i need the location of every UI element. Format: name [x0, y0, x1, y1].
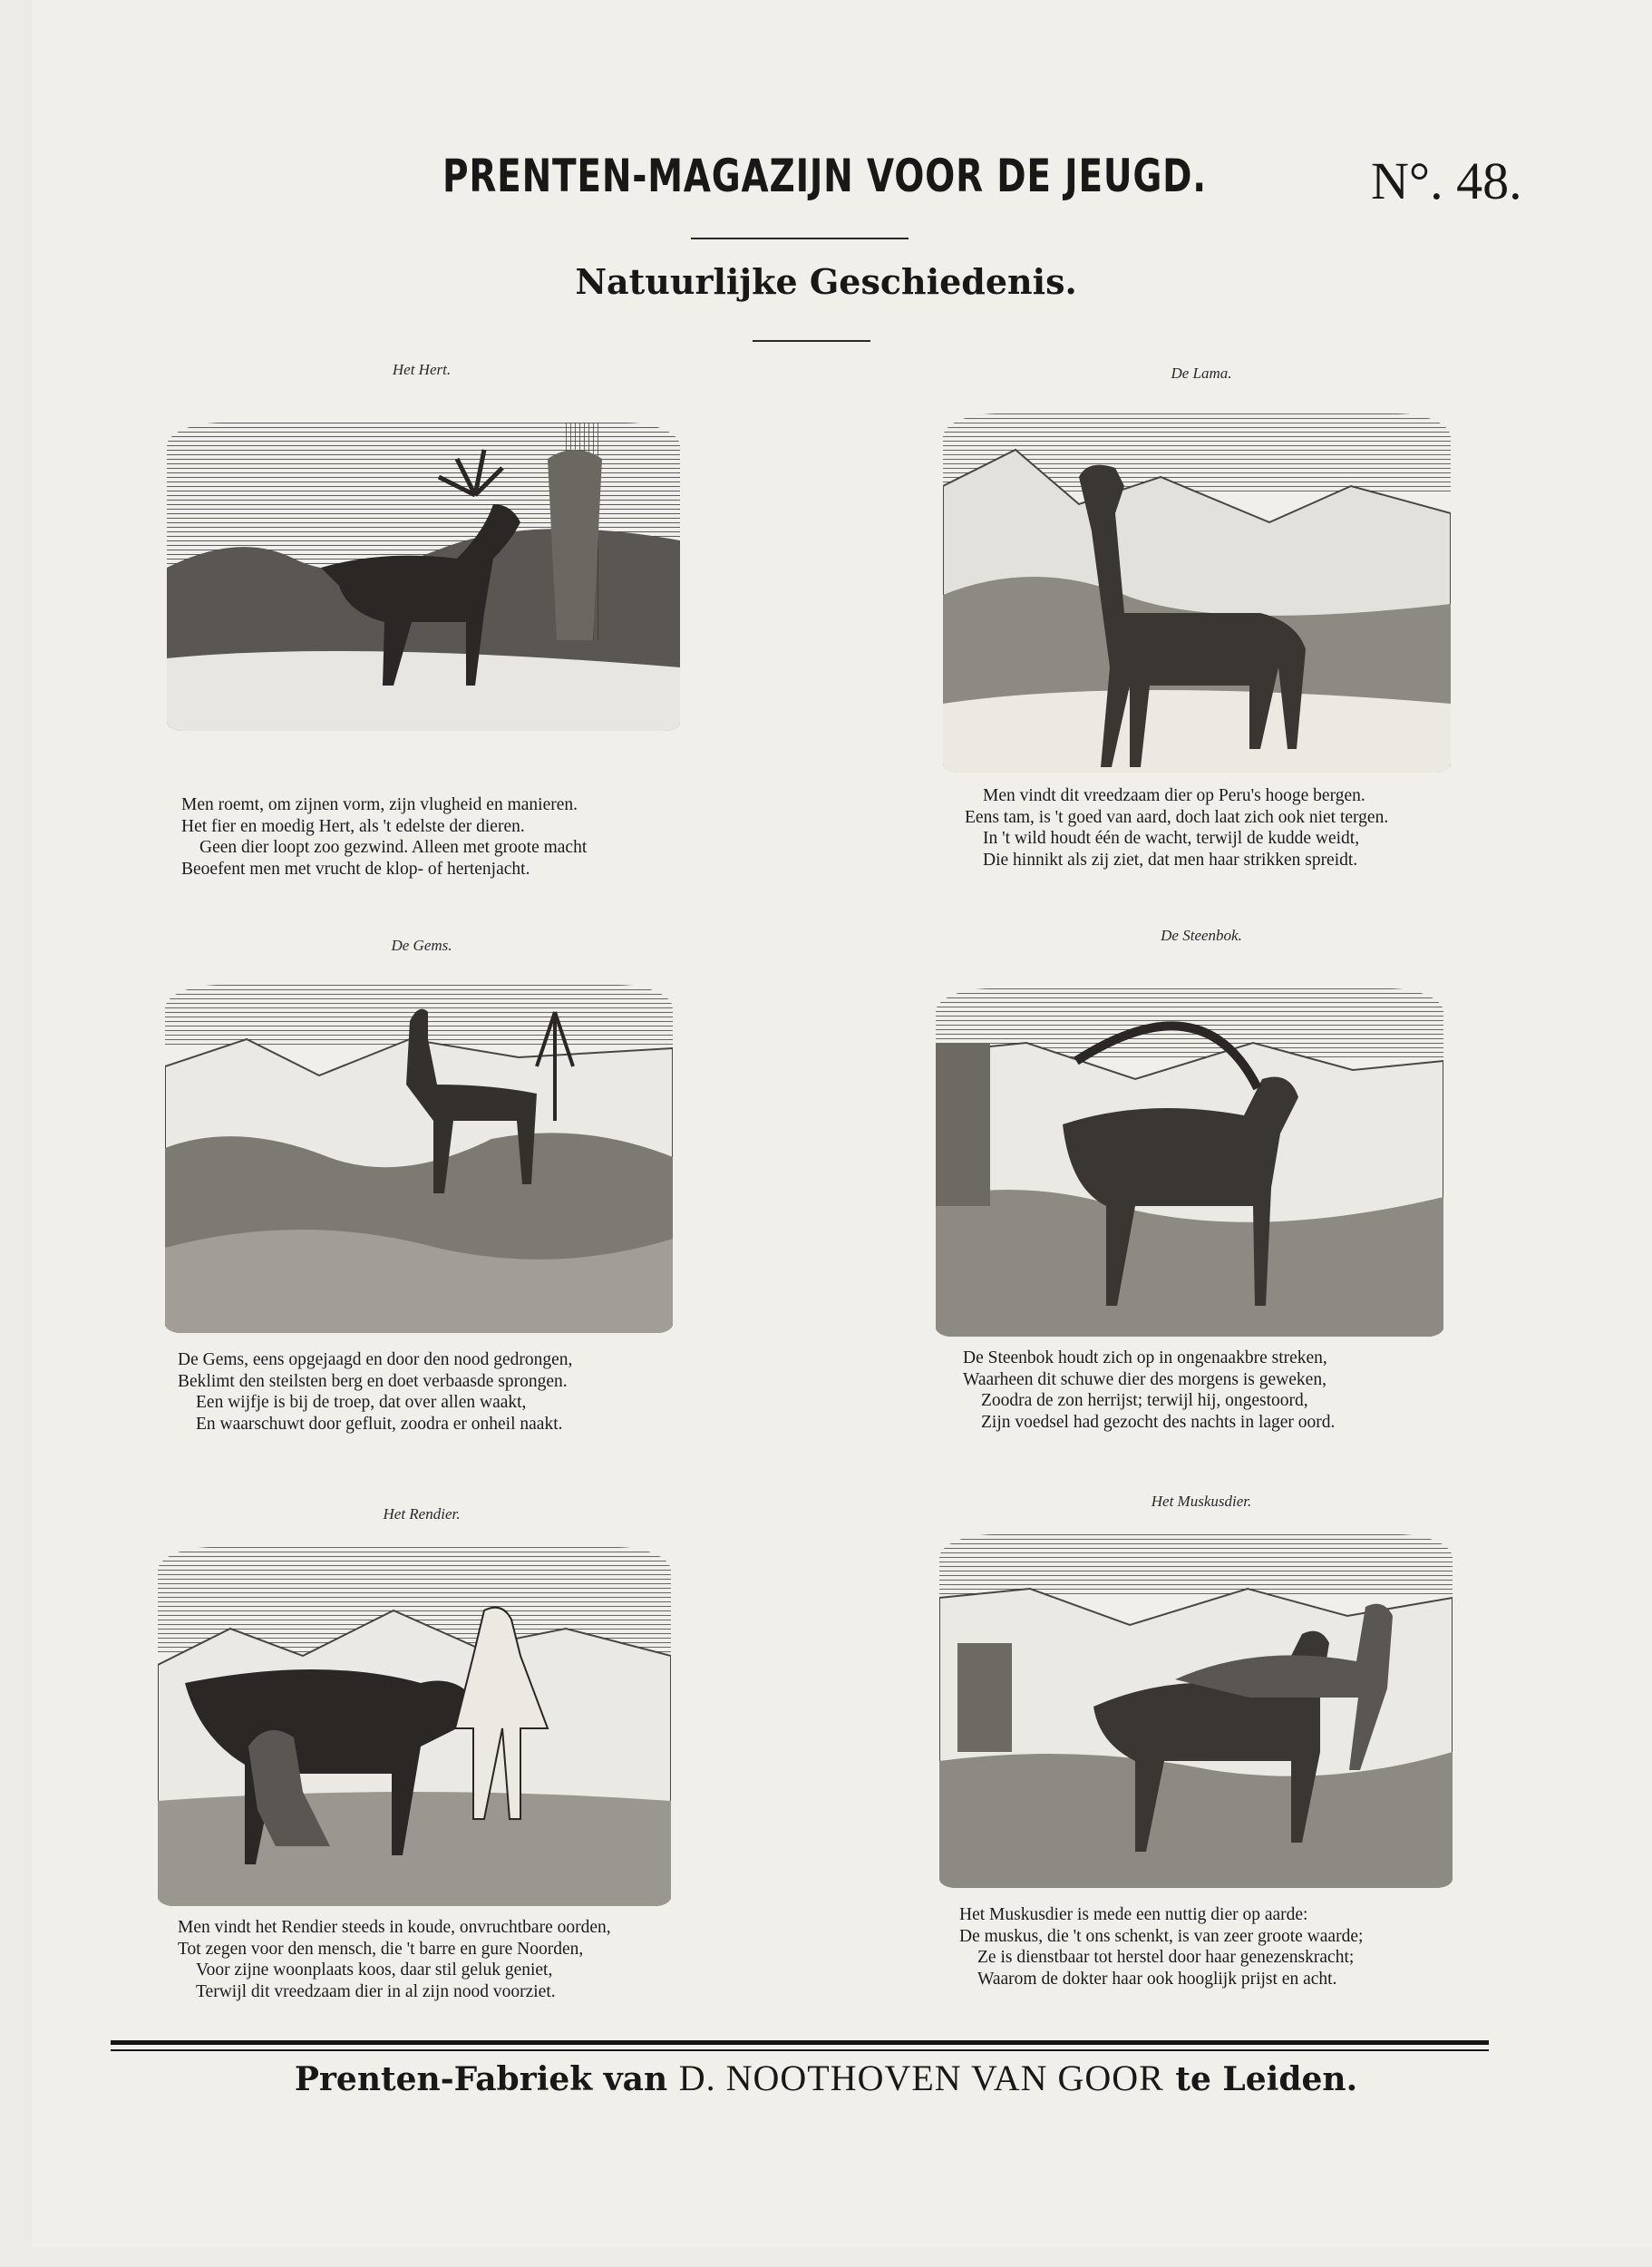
verse-muskusdier — [959, 1904, 1503, 1990]
verse-line: De Steenbok houdt zich op in ongenaakbre streken, — [963, 1348, 1327, 1367]
engraving-gems — [165, 985, 673, 1333]
engraving-muskusdier — [939, 1534, 1453, 1888]
print-title-muskusdier: Het Muskusdier. — [1151, 1493, 1252, 1510]
verse-line: Het Muskusdier is mede een nuttig dier op aarde: — [959, 1905, 1308, 1924]
verse-line: Men vindt het Rendier steeds in koude, onvruchtbare oorden, — [178, 1918, 611, 1937]
verse-line: En waarschuwt door gefluit, zoodra er onheil naakt. — [196, 1414, 563, 1434]
footer-rule-thin — [111, 2049, 1489, 2051]
verse-line: Die hinnikt als zij ziet, dat men haar strikken spreidt. — [983, 850, 1358, 870]
page-title: PRENTEN-MAGAZIJN VOOR DE JEUGD. — [442, 150, 1207, 202]
publisher-prefix: Prenten-Fabriek van — [294, 2060, 668, 2098]
print-title-gems: De Gems. — [391, 937, 452, 954]
verse-line: Terwijl dit vreedzaam dier in al zijn nood voorziet. — [196, 1981, 556, 2001]
verse-line: Zijn voedsel had gezocht des nachts in lager oord. — [981, 1412, 1336, 1432]
publisher-name: D. NOOTHOVEN VAN GOOR — [678, 2058, 1164, 2098]
publisher-line — [0, 2057, 1652, 2099]
verse-gems — [178, 1349, 722, 1435]
verse-line: Beoefent men met vrucht de klop- of hertenjacht. — [181, 859, 530, 879]
print-title-steenbok: De Steenbok. — [1161, 927, 1242, 944]
verse-line: Eens tam, is 't goed van aard, doch laat zich ook niet tergen. — [965, 807, 1389, 827]
verse-line: Men roemt, om zijnen vorm, zijn vlugheid en manieren. — [181, 795, 578, 814]
print-title-rendier: Het Rendier. — [383, 1505, 461, 1523]
verse-hert — [181, 794, 725, 880]
verse-line: Een wijfje is bij de troep, dat over allen waakt, — [196, 1393, 527, 1412]
verse-line: Tot zegen voor den mensch, die 't barre en gure Noorden, — [178, 1939, 584, 1959]
footer-rule-thick — [111, 2040, 1489, 2045]
verse-line: Het fier en moedig Hert, als 't edelste der dieren. — [181, 816, 525, 836]
sheet-number: N°. 48. — [1371, 151, 1522, 210]
verse-line: De Gems, eens opgejaagd en door den nood gedrongen, — [178, 1350, 573, 1369]
verse-line: Zoodra de zon herrijst; terwijl hij, ongestoord, — [981, 1391, 1308, 1410]
verse-line: Ze is dienstbaar tot herstel door haar genezenskracht; — [977, 1948, 1355, 1967]
engraving-hert — [167, 423, 680, 731]
verse-line: In 't wild houdt één de wacht, terwijl de kudde weidt, — [983, 829, 1360, 848]
print-title-hert: Het Hert. — [392, 361, 452, 378]
verse-line: Men vindt dit vreedzaam dier op Peru's hooge bergen. — [983, 786, 1365, 805]
verse-line: Waarheen dit schuwe dier des morgens is geweken, — [963, 1369, 1326, 1389]
verse-lama — [965, 785, 1509, 871]
title-divider — [691, 238, 909, 239]
publisher-suffix: te Leiden. — [1175, 2060, 1358, 2098]
verse-line: Geen dier loopt zoo gezwind. Alleen met groote macht — [199, 838, 588, 857]
verse-line: Waarom de dokter haar ook hooglijk prijst en acht. — [977, 1969, 1337, 1989]
engraving-lama — [943, 414, 1451, 773]
verse-rendier — [178, 1917, 722, 2002]
engraving-rendier — [158, 1547, 671, 1906]
engraving-steenbok — [936, 988, 1443, 1337]
subtitle-divider — [753, 340, 870, 342]
page-subtitle: Natuurlijke Geschiedenis. — [575, 261, 1077, 302]
verse-line: Beklimt den steilsten berg en doet verbaasde sprongen. — [178, 1371, 568, 1391]
verse-steenbok — [963, 1348, 1507, 1433]
verse-line: De muskus, die 't ons schenkt, is van zeer groote waarde; — [959, 1926, 1364, 1946]
verse-line: Voor zijne woonplaats koos, daar stil geluk geniet, — [196, 1961, 553, 1980]
print-title-lama: De Lama. — [1171, 365, 1232, 382]
